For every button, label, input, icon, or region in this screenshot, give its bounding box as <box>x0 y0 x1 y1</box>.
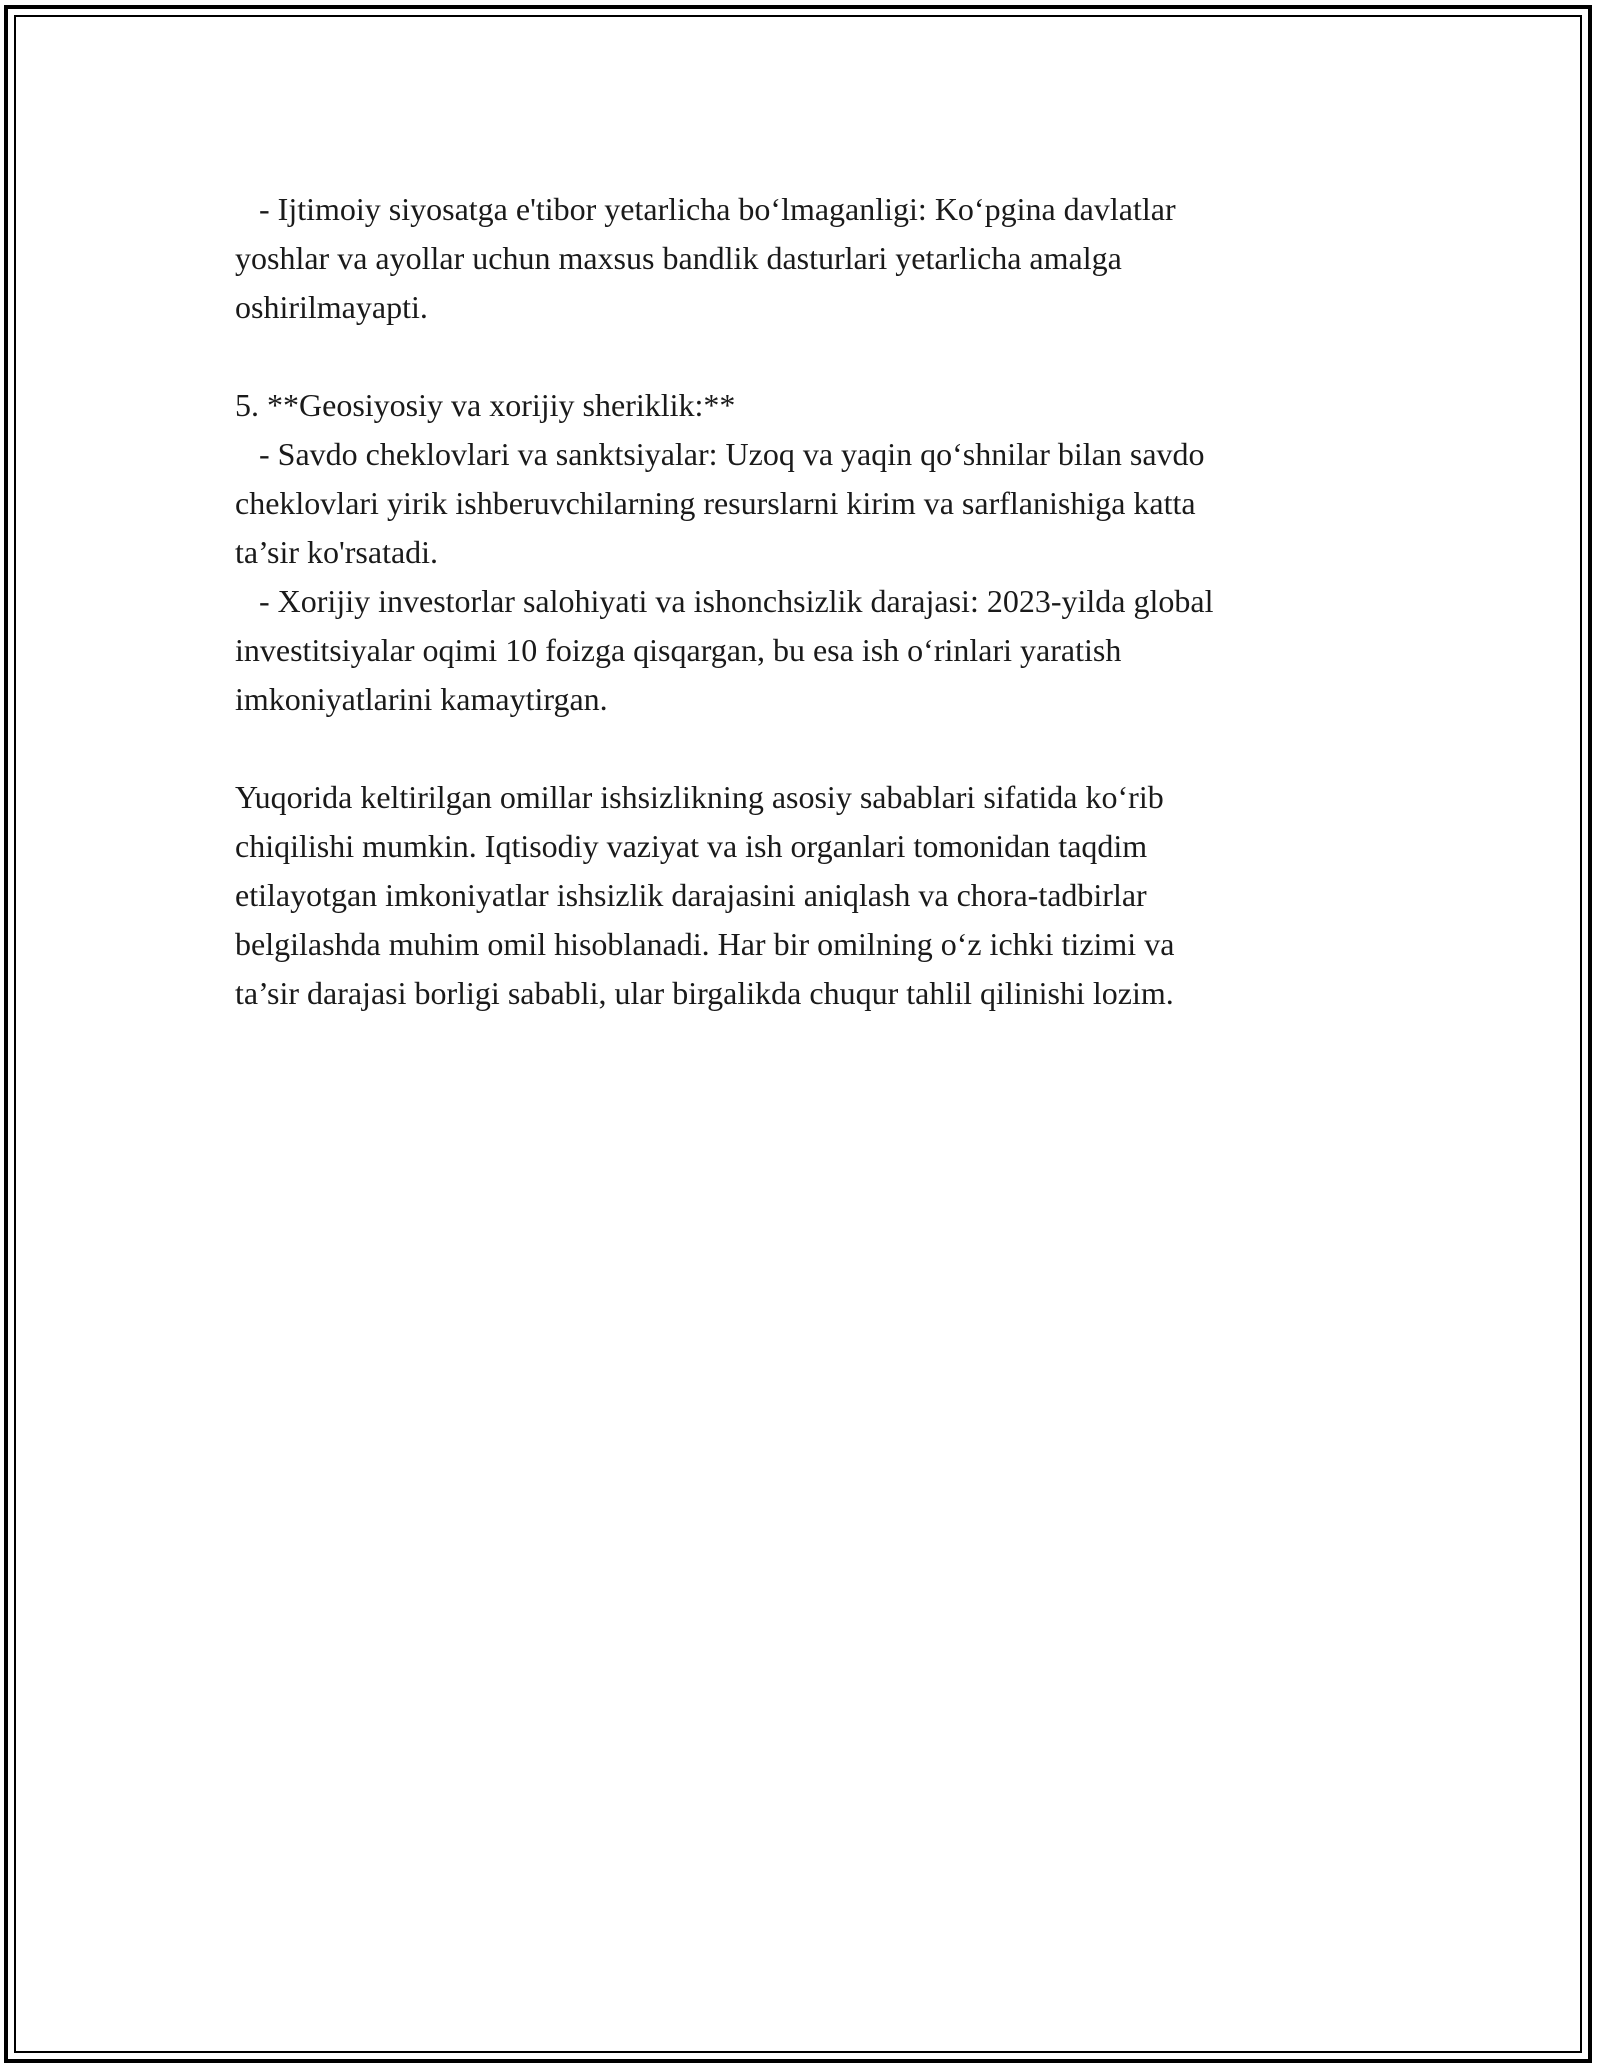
paragraph-gap <box>235 332 1365 381</box>
bullet-line: - Xorijiy investorlar salohiyati va ishonchsizlik darajasi: 2023-yilda global <box>235 583 1214 619</box>
bullet-line: - Ijtimoiy siyosatga e'tibor yetarlicha bo‘lmaganligi: Ko‘pgina davlatlar <box>235 191 1176 227</box>
conclusion-line: ta’sir darajasi borligi sababli, ular birgalikda chuqur tahlil qilinishi lozim. <box>235 975 1174 1011</box>
text-line: yoshlar va ayollar uchun maxsus bandlik dasturlari yetarlicha amalga <box>235 240 1122 276</box>
conclusion-line: belgilashda muhim omil hisoblanadi. Har bir omilning o‘z ichki tizimi va <box>235 926 1175 962</box>
conclusion-line: etilayotgan imkoniyatlar ishsizlik darajasini aniqlash va chora-tadbirlar <box>235 877 1147 913</box>
conclusion-line: chiqilishi mumkin. Iqtisodiy vaziyat va ish organlari tomonidan taqdim <box>235 828 1148 864</box>
text-line: oshirilmayapti. <box>235 289 428 325</box>
text-line: ta’sir ko'rsatadi. <box>235 534 439 570</box>
section-heading: 5. **Geosiyosiy va xorijiy sheriklik:** <box>235 387 736 423</box>
bullet-line: - Savdo cheklovlari va sanktsiyalar: Uzoq va yaqin qo‘shnilar bilan savdo <box>235 436 1205 472</box>
conclusion-line: Yuqorida keltirilgan omillar ishsizlikning asosiy sabablari sifatida ko‘rib <box>235 779 1164 815</box>
text-line: cheklovlari yirik ishberuvchilarning resurslarni kirim va sarflanishiga katta <box>235 485 1196 521</box>
document-body <box>235 185 1365 1018</box>
text-line: investitsiyalar oqimi 10 foizga qisqargan, bu esa ish o‘rinlari yaratish <box>235 632 1122 668</box>
text-line: imkoniyatlarini kamaytirgan. <box>235 681 608 717</box>
paragraph-gap <box>235 724 1365 773</box>
